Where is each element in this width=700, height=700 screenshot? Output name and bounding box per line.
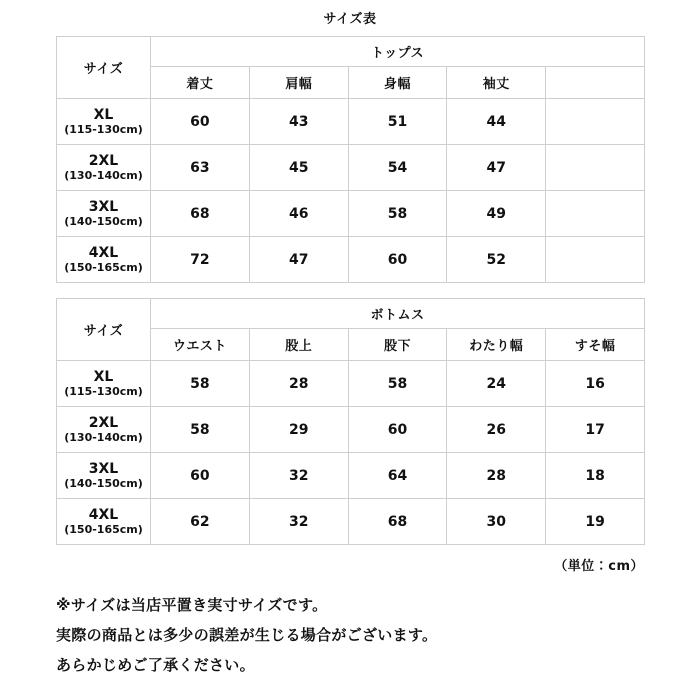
measurement-cell: 52 xyxy=(447,237,546,283)
measurement-cell: 45 xyxy=(249,145,348,191)
measurement-cell: 58 xyxy=(151,407,250,453)
size-name: 2XL xyxy=(88,152,119,169)
measurement-cell: 19 xyxy=(546,499,645,545)
measurement-cell: 58 xyxy=(348,361,447,407)
measurement-cell: 51 xyxy=(348,99,447,145)
measurement-cell: 54 xyxy=(348,145,447,191)
measurement-cell: 63 xyxy=(151,145,250,191)
measurement-cell: 43 xyxy=(249,99,348,145)
measurement-cell: 49 xyxy=(447,191,546,237)
measurement-cell: 32 xyxy=(249,499,348,545)
table-row xyxy=(57,237,645,283)
size-height-range: (140-150cm) xyxy=(64,214,143,228)
measurement-cell xyxy=(546,237,645,283)
size-height-range: (150-165cm) xyxy=(64,522,143,536)
column-header-empty xyxy=(546,67,645,99)
column-header-股上: 股上 xyxy=(249,329,348,361)
measurement-cell: 44 xyxy=(447,99,546,145)
table-group-header-row xyxy=(57,37,645,67)
tops-size-table xyxy=(56,36,645,283)
size-label-cell xyxy=(57,145,151,191)
group-header-tops: トップス xyxy=(151,37,645,67)
measurement-cell: 60 xyxy=(348,407,447,453)
measurement-cell xyxy=(546,191,645,237)
measurement-cell xyxy=(546,145,645,191)
note-line: あらかじめご了承ください。 xyxy=(56,656,255,674)
size-height-range: (130-140cm) xyxy=(64,430,143,444)
note-line: 実際の商品とは多少の誤差が生じる場合がございます。 xyxy=(56,626,438,644)
column-header-着丈: 着丈 xyxy=(151,67,250,99)
table-row xyxy=(57,499,645,545)
measurement-cell: 28 xyxy=(447,453,546,499)
size-name: 4XL xyxy=(88,244,119,261)
measurement-cell xyxy=(546,99,645,145)
size-label-cell xyxy=(57,191,151,237)
unit-note: （単位：cm） xyxy=(554,559,644,574)
size-label-cell xyxy=(57,453,151,499)
column-header-袖丈: 袖丈 xyxy=(447,67,546,99)
column-header-肩幅: 肩幅 xyxy=(249,67,348,99)
note-line: ※サイズは当店平置き実寸サイズです。 xyxy=(56,596,328,614)
column-header-すそ幅: すそ幅 xyxy=(546,329,645,361)
tops-table-wrapper xyxy=(56,36,644,283)
size-name: 3XL xyxy=(88,460,119,477)
table-row xyxy=(57,407,645,453)
bottoms-size-table xyxy=(56,298,645,545)
measurement-cell: 32 xyxy=(249,453,348,499)
table-row xyxy=(57,453,645,499)
size-column-header: サイズ xyxy=(57,299,151,361)
measurement-cell: 72 xyxy=(151,237,250,283)
measurement-cell: 46 xyxy=(249,191,348,237)
size-column-header: サイズ xyxy=(57,37,151,99)
measurement-cell: 62 xyxy=(151,499,250,545)
size-height-range: (150-165cm) xyxy=(64,260,143,274)
measurement-cell: 60 xyxy=(348,237,447,283)
table-row xyxy=(57,99,645,145)
group-header-bottoms: ボトムス xyxy=(151,299,645,329)
measurement-cell: 60 xyxy=(151,453,250,499)
size-height-range: (130-140cm) xyxy=(64,168,143,182)
measurement-cell: 68 xyxy=(348,499,447,545)
size-label-cell xyxy=(57,407,151,453)
size-name: XL xyxy=(93,106,114,123)
measurement-cell: 68 xyxy=(151,191,250,237)
table-row xyxy=(57,191,645,237)
measurement-cell: 60 xyxy=(151,99,250,145)
size-label-cell xyxy=(57,99,151,145)
table-group-header-row xyxy=(57,299,645,329)
measurement-cell: 58 xyxy=(151,361,250,407)
measurement-cell: 29 xyxy=(249,407,348,453)
measurement-cell: 26 xyxy=(447,407,546,453)
measurement-cell: 47 xyxy=(249,237,348,283)
size-name: 4XL xyxy=(88,506,119,523)
column-header-ウエスト: ウエスト xyxy=(151,329,250,361)
column-header-わたり幅: わたり幅 xyxy=(447,329,546,361)
measurement-cell: 58 xyxy=(348,191,447,237)
size-label-cell xyxy=(57,237,151,283)
measurement-cell: 16 xyxy=(546,361,645,407)
column-header-股下: 股下 xyxy=(348,329,447,361)
size-name: 3XL xyxy=(88,198,119,215)
measurement-cell: 28 xyxy=(249,361,348,407)
measurement-cell: 47 xyxy=(447,145,546,191)
measurement-cell: 18 xyxy=(546,453,645,499)
page-title: サイズ表 xyxy=(323,12,377,27)
bottoms-table-wrapper xyxy=(56,298,644,545)
measurement-cell: 24 xyxy=(447,361,546,407)
size-name: 2XL xyxy=(88,414,119,431)
size-height-range: (115-130cm) xyxy=(64,122,143,136)
measurement-cell: 17 xyxy=(546,407,645,453)
disclaimer-notes xyxy=(56,574,644,680)
size-label-cell xyxy=(57,361,151,407)
size-label-cell xyxy=(57,499,151,545)
table-row xyxy=(57,145,645,191)
size-height-range: (140-150cm) xyxy=(64,476,143,490)
size-name: XL xyxy=(93,368,114,385)
column-header-身幅: 身幅 xyxy=(348,67,447,99)
measurement-cell: 30 xyxy=(447,499,546,545)
size-height-range: (115-130cm) xyxy=(64,384,143,398)
table-row xyxy=(57,361,645,407)
measurement-cell: 64 xyxy=(348,453,447,499)
